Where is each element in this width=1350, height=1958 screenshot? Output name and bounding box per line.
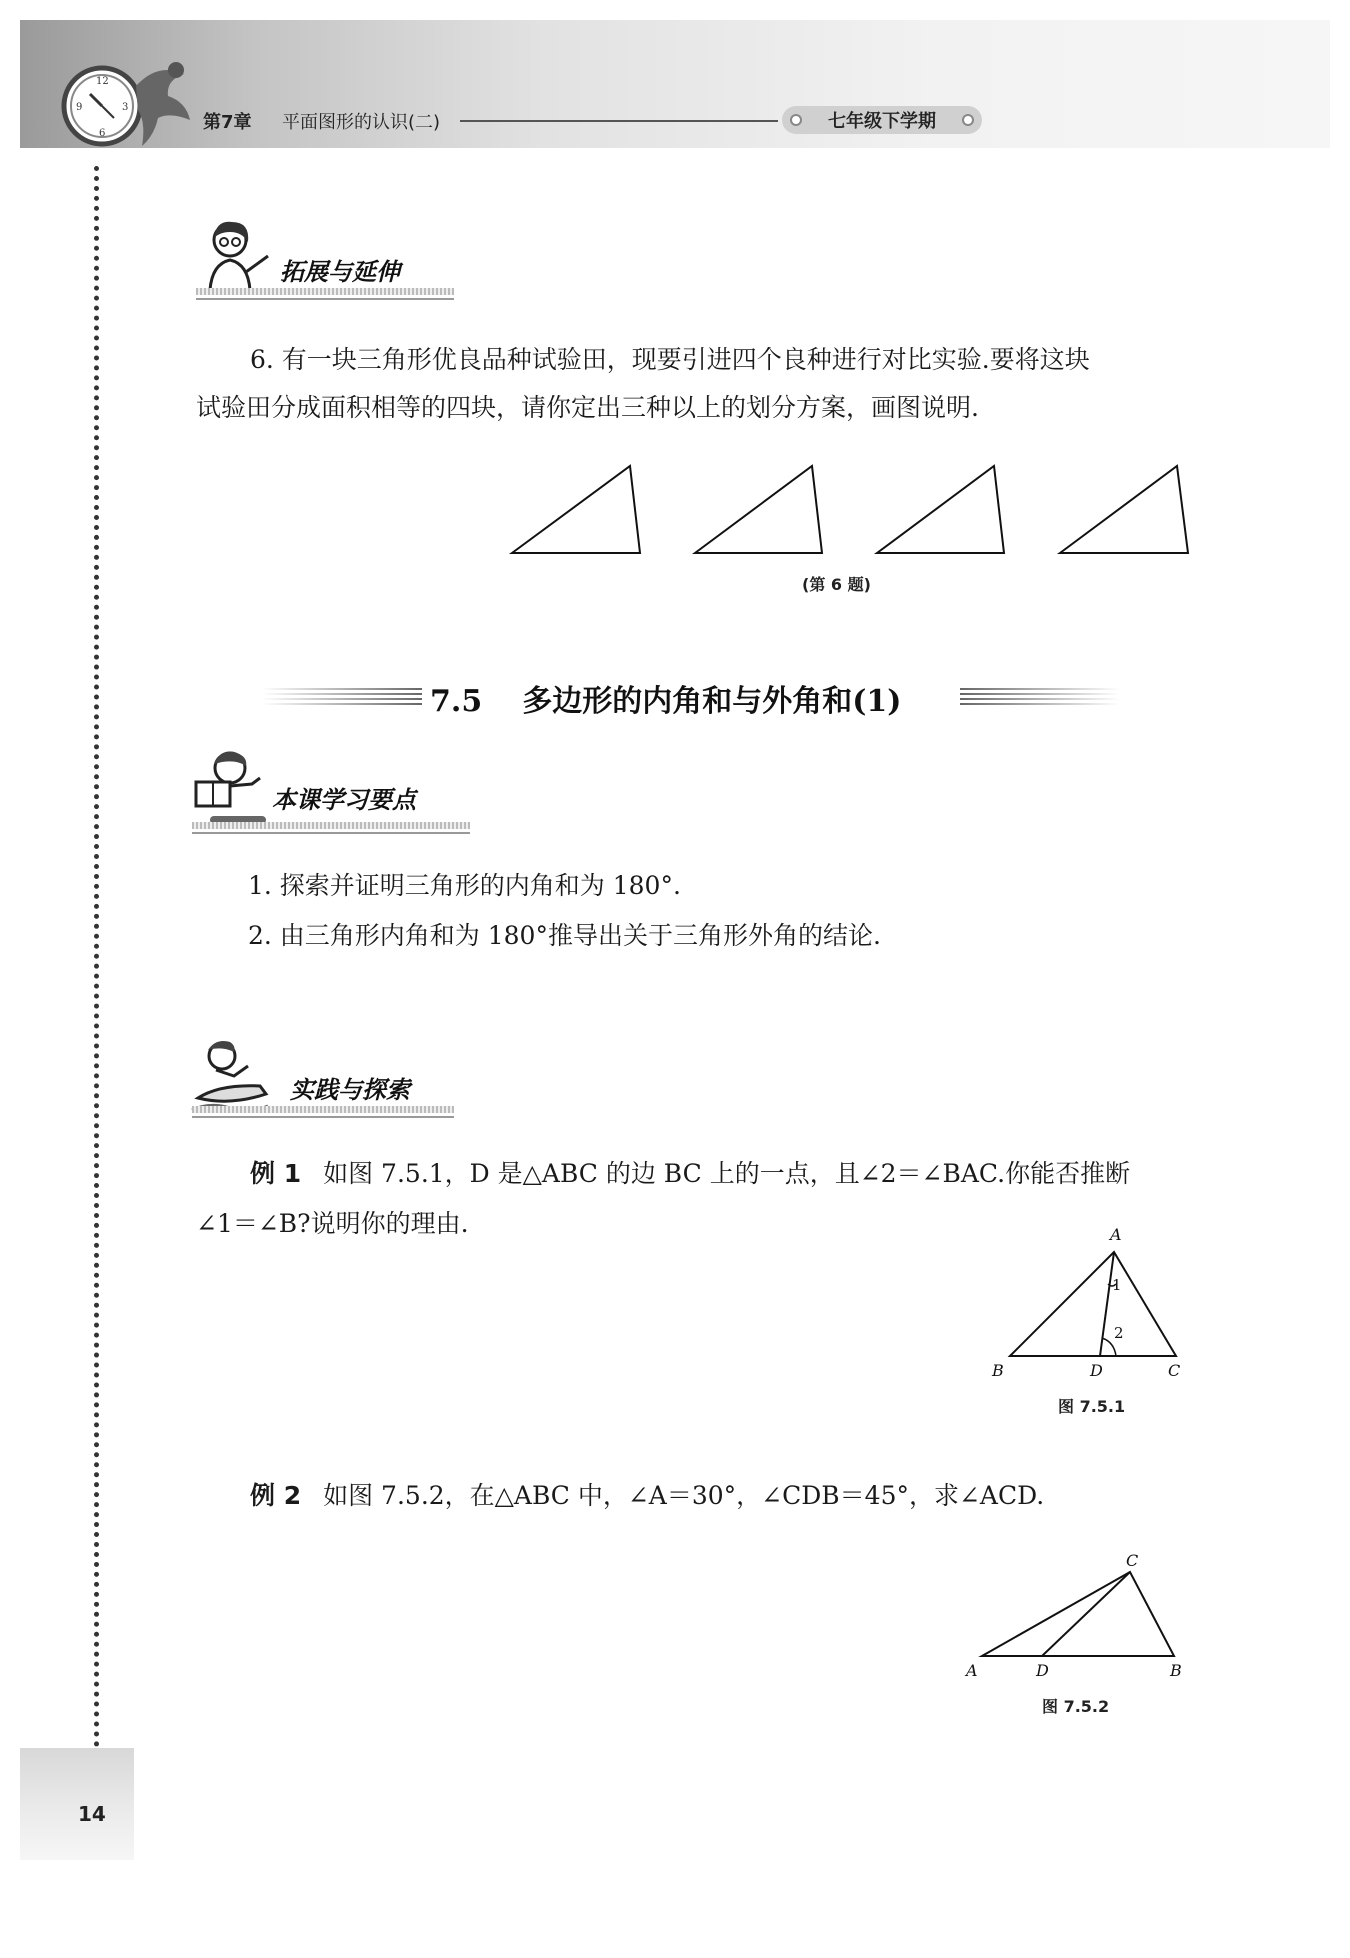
figure-7-5-1 xyxy=(990,1220,1190,1380)
example1-line2: ∠1＝∠B?说明你的理由. xyxy=(196,1209,469,1238)
page-number-tab xyxy=(20,1748,134,1860)
triangle-abc-1 xyxy=(1010,1252,1176,1356)
svg-text:6: 6 xyxy=(99,128,106,139)
section-underline xyxy=(196,288,454,295)
problem6-triangles xyxy=(500,458,1200,558)
section-title-key-points: 本课学习要点 xyxy=(272,786,416,814)
pill-dot-right xyxy=(962,114,974,126)
lesson-title: 多边形的内角和与外角和(1) xyxy=(522,684,902,719)
example1-line1 xyxy=(250,1150,1130,1198)
section-underline-thin xyxy=(196,298,454,300)
point-c: C xyxy=(1168,1361,1181,1380)
svg-text:3: 3 xyxy=(122,102,129,113)
clock-logo-icon xyxy=(58,56,198,152)
heading-stripes-left xyxy=(262,688,422,706)
figure-7-5-1-caption: 图 7.5.1 xyxy=(1058,1397,1126,1416)
triangle-abc-2 xyxy=(982,1572,1174,1656)
student-reading-icon xyxy=(190,748,270,828)
section-underline xyxy=(192,822,470,829)
section-title-practice: 实践与探索 xyxy=(290,1076,410,1104)
example1-label: 例 1 xyxy=(250,1159,302,1188)
point-d: D xyxy=(1090,1361,1103,1380)
lesson-heading xyxy=(430,676,901,720)
svg-text:9: 9 xyxy=(76,102,83,113)
teacher-figure-icon xyxy=(192,216,272,296)
pill-dot-left xyxy=(790,114,802,126)
example1-text1: 如图 7.5.1，D 是△ABC 的边 BC 上的一点，且∠2＝∠BAC.你能否推断 xyxy=(323,1159,1131,1188)
point-b: B xyxy=(992,1361,1004,1380)
grade-badge xyxy=(782,106,982,134)
example2-text: 如图 7.5.2，在△ABC 中，∠A＝30°，∠CDB＝45°，求∠ACD. xyxy=(323,1481,1045,1510)
triangle-1 xyxy=(512,466,640,553)
section-underline-thin xyxy=(192,832,470,834)
section-underline xyxy=(192,1106,454,1113)
point-b: B xyxy=(1170,1661,1182,1680)
angle-label-2: 2 xyxy=(1114,1324,1124,1342)
section-title-extension: 拓展与延伸 xyxy=(280,258,400,286)
grade-label: 七年级下学期 xyxy=(828,111,936,132)
problem6-line2: 试验田分成面积相等的四块，请你定出三种以上的划分方案，画图说明. xyxy=(196,393,979,422)
angle-label-1: 1 xyxy=(1112,1276,1122,1294)
chapter-title: 平面图形的认识(二) xyxy=(282,112,441,133)
example2-label: 例 2 xyxy=(250,1481,302,1510)
point-c: C xyxy=(1126,1552,1139,1570)
key-point-2: 2. 由三角形内角和为 180°推导出关于三角形外角的结论. xyxy=(248,921,881,950)
figure-7-5-2 xyxy=(960,1552,1200,1682)
page-number: 14 xyxy=(78,1802,106,1826)
problem6-line1: 6. 有一块三角形优良品种试验田，现要引进四个良种进行对比实验.要将这块 xyxy=(250,345,1090,374)
svg-text:12: 12 xyxy=(96,76,109,87)
triangle-4 xyxy=(1060,466,1188,553)
problem6-caption: (第 6 题) xyxy=(802,575,871,594)
lesson-number: 7.5 xyxy=(430,684,483,719)
triangle-3 xyxy=(877,466,1004,553)
dotted-margin xyxy=(94,166,99,1748)
example2-line xyxy=(250,1472,1044,1520)
key-point-1: 1. 探索并证明三角形的内角和为 180°. xyxy=(248,871,681,900)
header-rule xyxy=(460,120,778,122)
student-surfing-icon xyxy=(190,1036,270,1116)
section-underline-thin xyxy=(192,1116,454,1118)
point-a: A xyxy=(1110,1225,1122,1244)
heading-stripes-right xyxy=(960,688,1120,706)
triangle-2 xyxy=(695,466,822,553)
figure-7-5-2-caption: 图 7.5.2 xyxy=(1042,1697,1110,1716)
point-d: D xyxy=(1036,1661,1049,1680)
chapter-label: 第7章 xyxy=(203,112,252,133)
point-a: A xyxy=(966,1661,978,1680)
